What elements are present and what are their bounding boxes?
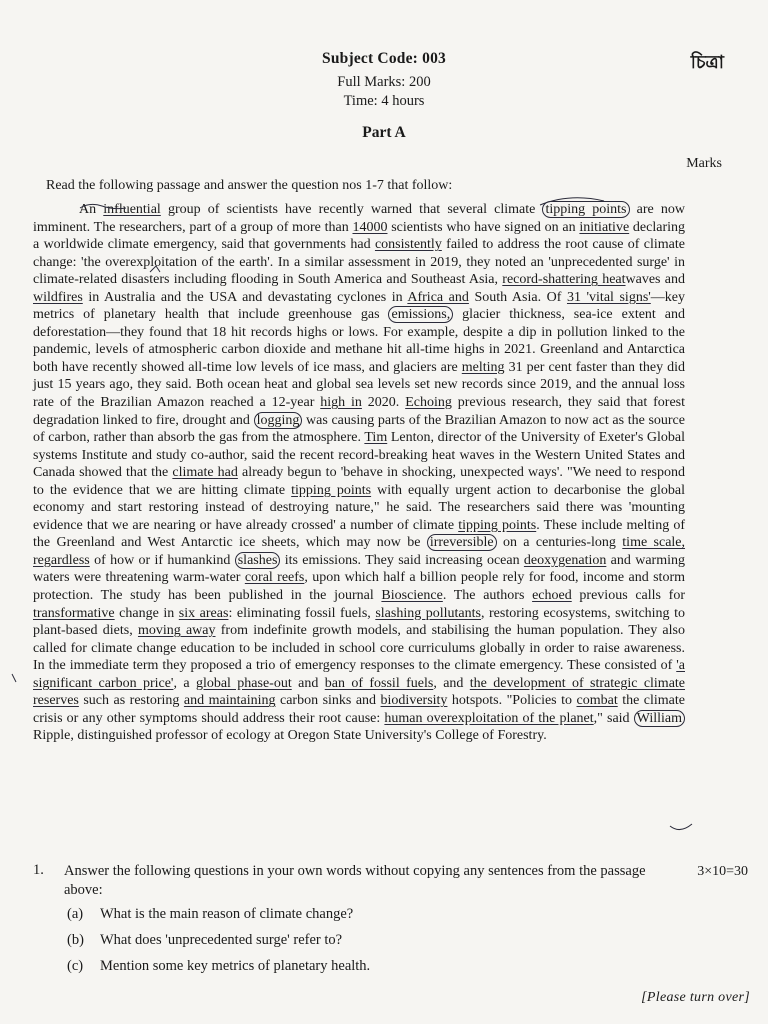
underlined-phrase: record-shattering heat [502,272,626,288]
question-marks: 3×10=30 [697,864,748,879]
sub-question-a [67,906,733,926]
sub-question-label: (b) [67,932,84,948]
passage-text: on a centuries-long [496,535,623,551]
sub-question-text: What does 'unprecedented surge' refer to? [100,932,343,948]
passage-text: with equally urgent action to decarbonise the global economy and start restoring instead of destroying nature," he said. The researchers said there was 'mounting evidence that we are nearing or have already crossed' a number of climate [33,482,685,533]
reading-passage [33,201,685,745]
sub-question-text: What is the main reason of climate change? [100,906,354,922]
underlined-phrase: influential [103,202,161,217]
underlined-phrase: 14000 [352,219,388,235]
passage-text: was causing parts of the Brazilian Amazon to now act as the source of carbon, rather than absorb the gas from the atmosphere. [33,412,685,446]
passage-text: , a [173,675,196,691]
passage-text: are now imminent. The researchers, part of a group of more than [33,202,686,235]
underlined-phrase: echoed [532,588,572,604]
underlined-phrase: and maintaining [183,693,276,709]
question-text: Answer the following questions in your own words without copying any sentences from the passage above: [64,863,646,898]
passage-text: its emissions. They said increasing ocean [280,552,524,568]
underlined-phrase: Africa and [407,289,469,305]
turn-over-note: [Please turn over] [641,990,750,1005]
passage-text: waves and [625,272,685,288]
passage-text: the climate crisis or any other symptoms should address their root cause: [33,693,685,726]
underlined-phrase: climate had [172,465,238,481]
passage-text: such as restoring [78,693,184,709]
underlined-phrase: wildfires [33,289,83,305]
underlined-phrase: high in [320,395,362,411]
passage-text: and warming waters were threatening warm-water [33,552,685,586]
circled-phrase: William [634,710,685,727]
passage-text: from indefinite growth models, and stabilising the human population. They also called for climate change education to be included in school core curriculums globally in order to raise awareness. In the immediate term they proposed a trio of emergency responses to the climate emergency. These consisted of [33,623,685,674]
underlined-phrase: initiative [579,219,630,235]
circled-phrase: emissions, [388,306,453,323]
passage-text: , upon which half a billion people rely for food, income and storm protection. The study has been published in the journal [33,570,685,604]
passage-text: scientists who have signed on an [387,219,580,235]
passage-text: group of scientists have recently warned that several climate [160,202,543,217]
passage-text: Lenton, director of the University of Exeter's Global systems Institute and study co-author, said the recent record-breaking heat waves in the Western United States and Canada showed that the [33,430,685,481]
passage-text: glacier thickness, sea-ice extent and deforestation—they found that 18 hit records highs or lows. For example, despite a dip in pollution linked to the pandemic, levels of atmospheric carbon dioxide and methane hit all-time highs in 2021. Greenland and Antarctica both have recently showed all-time low levels of ice mass, and glaciers are [33,307,685,375]
sub-question-text: Mention some key metrics of planetary health. [100,958,371,974]
passage-text: 2020. [361,395,406,411]
passage-text: and [291,675,325,691]
circled-phrase: logging [254,412,303,429]
sub-question-label: (a) [67,906,84,922]
passage-text: —key metrics of planetary health that include greenhouse gas [33,289,686,323]
question-1 [33,862,748,900]
underlined-phrase: 31 'vital signs' [566,289,651,305]
subject-code: Subject Code: 003 [322,50,446,67]
underlined-phrase: the development of strategic climate reserves [33,675,686,709]
exam-header [0,50,768,142]
sub-question-label: (c) [67,958,84,974]
underlined-phrase: global phase-out [195,675,292,691]
part-heading: Part A [362,124,406,141]
underlined-phrase: human overexploitation of the planet [384,710,594,726]
underlined-phrase: transformative [33,605,115,621]
sub-question-b [67,932,733,952]
passage-text: . The authors [442,588,533,604]
underlined-phrase: 'a significant carbon price' [33,658,685,691]
passage-text: , restoring ecosystems, switching to plant-based diets, [33,605,685,639]
underlined-phrase: tipping points [291,482,372,498]
passage-text: already begun to 'behave in shocking, unexpected ways'. "We need to respond to the evidence that we are hitting climate [33,465,686,498]
underlined-phrase: regardless [33,552,90,568]
underlined-phrase: moving away [137,623,216,639]
passage-text: in Australia and the USA and devastating cyclones in [82,289,408,305]
passage-text: 31 per cent faster than they did just 15 years ago, they said. Both ocean heat and global sea levels set new records since 2019, and the annual loss rate of the Brazilian Amazon reached a 12-year [33,359,685,411]
underlined-phrase: combat [576,693,618,709]
underlined-phrase: biodiversity [380,693,448,709]
passage-text: : eliminating fossil fuels, [228,605,376,621]
underlined-phrase: Tim [364,430,388,446]
underlined-phrase: Echoing [405,395,452,411]
time-limit: Time: 4 hours [343,93,425,109]
sub-question-c [67,958,733,978]
underlined-phrase: consistently [374,237,442,253]
underlined-phrase: melting [461,359,505,375]
passage-text: hotspots. "Policies to [447,693,577,709]
passage-text: Ripple, distinguished professor of ecology at Oregon State University's College of Forestry. [33,728,547,744]
question-section [33,862,748,978]
passage-text: South Asia. Of [468,289,567,305]
passage-text: previous calls for [571,588,685,604]
passage-text: declaring a worldwide climate emergency, said that governments had [33,219,685,253]
passage-instruction: Read the following passage and answer the question nos 1-7 that follow: [46,178,453,193]
underlined-phrase: slashing pollutants [375,605,481,621]
underlined-phrase: tipping points [458,517,537,533]
question-number: 1. [33,862,44,878]
full-marks: Full Marks: 200 [337,74,431,90]
underlined-phrase: deoxygenation [523,552,607,568]
corner-handwritten-mark: চিত্রা [690,52,724,73]
circled-phrase: tipping points [542,201,629,218]
passage-text: . These include melting of the Greenland and West Antarctic ice sheets, which may now be [33,517,685,551]
underlined-phrase: Bioscience [381,588,443,604]
underlined-phrase: time scale, [622,535,686,551]
passage-text: failed to address the root cause of climate change: 'the overexploitation of the earth'. In a similar assessment in 2019, they noted an 'unprecedented surge' in climate-related disasters including flooding in South America and Southeast Asia, [33,237,685,288]
underlined-phrase: coral reefs [244,570,305,586]
passage-text: change in [114,605,179,621]
underlined-phrase: ban of fossil fuels [324,675,434,691]
passage-text: , and [433,675,470,691]
circled-phrase: slashes [235,552,281,569]
passage-text: An [79,202,104,217]
marks-column-label: Marks [686,156,722,171]
passage-text: carbon sinks and [275,693,381,709]
underlined-phrase: six areas [178,605,229,621]
circled-phrase: irreversible [427,534,497,551]
passage-text: ," said [593,710,634,726]
passage-text: of how or if humankind [89,552,235,568]
passage-text: previous research, they said that forest degradation linked to fire, drought and [33,395,685,428]
